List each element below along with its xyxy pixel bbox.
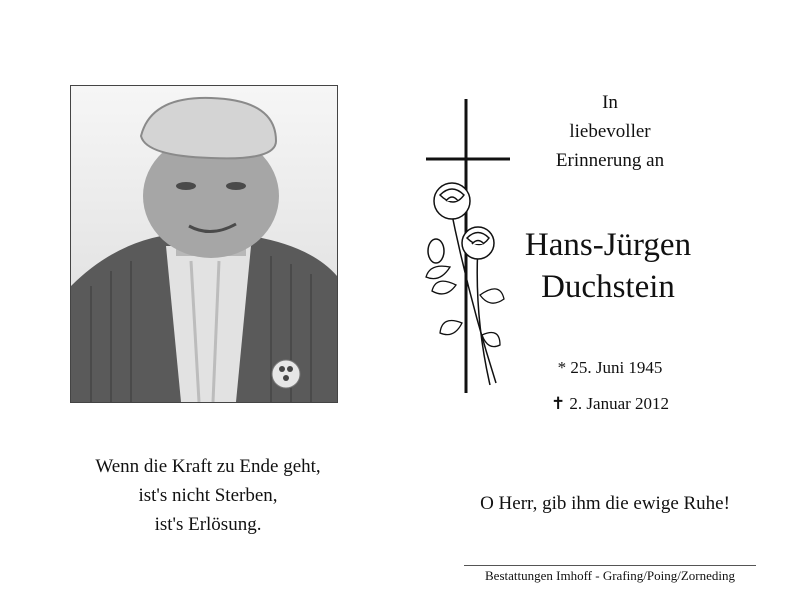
- quote-line: ist's nicht Sterben,: [138, 485, 278, 506]
- intro-line: In: [602, 92, 618, 113]
- footer-divider: [464, 565, 756, 566]
- intro-line: Erinnerung an: [555, 150, 665, 171]
- life-dates: [520, 350, 700, 422]
- death-date: ✝ 2. Januar 2012: [550, 394, 670, 413]
- quote-line: ist's Erlösung.: [154, 514, 262, 535]
- deceased-name: [488, 224, 728, 308]
- quote-line: Wenn die Kraft zu Ende geht,: [95, 456, 321, 477]
- last-name: Duchstein: [541, 269, 675, 305]
- funeral-home-footer: Bestattungen Imhoff - Grafing/Poing/Zorneding: [485, 568, 735, 583]
- birth-date: * 25. Juni 1945: [557, 358, 663, 377]
- prayer-text: O Herr, gib ihm die ewige Ruhe!: [480, 493, 730, 514]
- first-name: Hans-Jürgen: [524, 227, 692, 263]
- portrait-photo: [70, 85, 338, 403]
- intro-line: liebevoller: [569, 121, 651, 142]
- intro-text: [520, 88, 700, 175]
- memorial-quote: [40, 452, 376, 539]
- portrait-image: [71, 86, 337, 402]
